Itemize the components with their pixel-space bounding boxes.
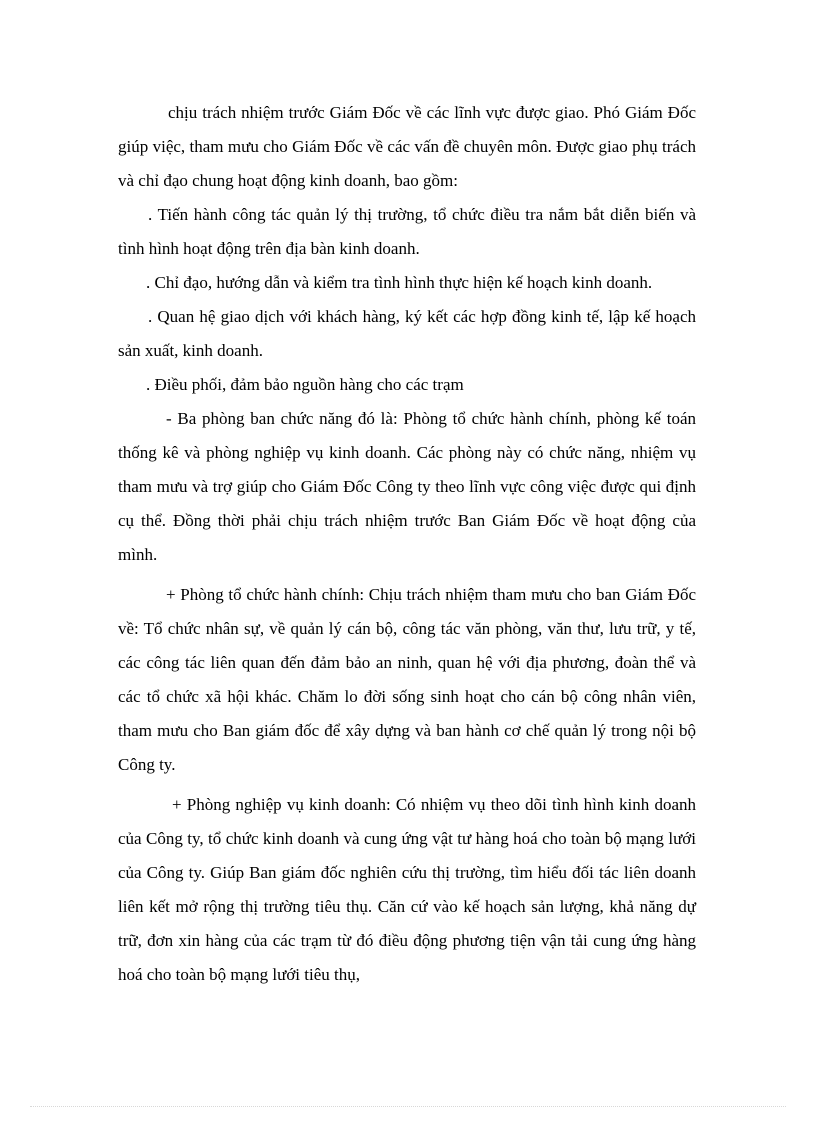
- paragraph-market-management: . Tiến hành công tác quản lý thị trường, tổ chức điều tra nắm bắt diễn biến và tình hình hoạt động trên địa bàn kinh doanh.: [118, 205, 696, 258]
- paragraph-admin-department: + Phòng tổ chức hành chính: Chịu trách nhiệm tham mưu cho ban Giám Đốc về: Tổ chức nhân sự, về quản lý cán bộ, công tác văn phòng, văn thư, lưu trữ, y tế, các công tác liên quan đến đảm bảo an ninh, quan hệ với địa phương, đoàn thể và các tổ chức xã hội khác. Chăm lo đời sống sinh hoạt cho cán bộ công nhân viên, tham mưu cho Ban giám đốc để xây dựng và ban hành cơ chế quản lý trong nội bộ Công ty.: [118, 585, 696, 774]
- page-bottom-border: [30, 1106, 786, 1107]
- paragraph-business-department: + Phòng nghiệp vụ kinh doanh: Có nhiệm vụ theo dõi tình hình kinh doanh của Công ty, tổ chức kinh doanh và cung ứng vật tư hàng hoá cho toàn bộ mạng lưới của Công ty. Giúp Ban giám đốc nghiên cứu thị trường, tìm hiểu đối tác liên doanh liên kết mở rộng thị trường tiêu thụ. Căn cứ vào kế hoạch sản lượng, khả năng dự trữ, đơn xin hàng của các trạm từ đó điều động phương tiện vận tải cung ứng hàng hoá cho toàn bộ mạng lưới tiêu thụ,: [118, 795, 696, 984]
- paragraph-customer-relations: . Quan hệ giao dịch với khách hàng, ký kết các hợp đồng kinh tế, lập kế hoạch sản xuất, kinh doanh.: [118, 307, 696, 360]
- paragraph-goods-coordination: . Điều phối, đảm bảo nguồn hàng cho các trạm: [146, 375, 464, 394]
- paragraph-plan-supervision: . Chỉ đạo, hướng dẫn và kiểm tra tình hình thực hiện kế hoạch kinh doanh.: [146, 273, 653, 292]
- paragraph-functional-departments: - Ba phòng ban chức năng đó là: Phòng tổ chức hành chính, phòng kế toán thống kê và phòng nghiệp vụ kinh doanh. Các phòng này có chức năng, nhiệm vụ tham mưu và trợ giúp cho Giám Đốc Công ty theo lĩnh vực công việc được qui định cụ thể. Đồng thời phải chịu trách nhiệm trước Ban Giám Đốc về hoạt động của mình.: [118, 409, 696, 564]
- body-text: [118, 96, 696, 992]
- paragraph-deputy-director-duties: chịu trách nhiệm trước Giám Đốc về các lĩnh vực được giao. Phó Giám Đốc giúp việc, tham mưu cho Giám Đốc về các vấn đề chuyên môn. Được giao phụ trách và chỉ đạo chung hoạt động kinh doanh, bao gồm:: [118, 103, 696, 190]
